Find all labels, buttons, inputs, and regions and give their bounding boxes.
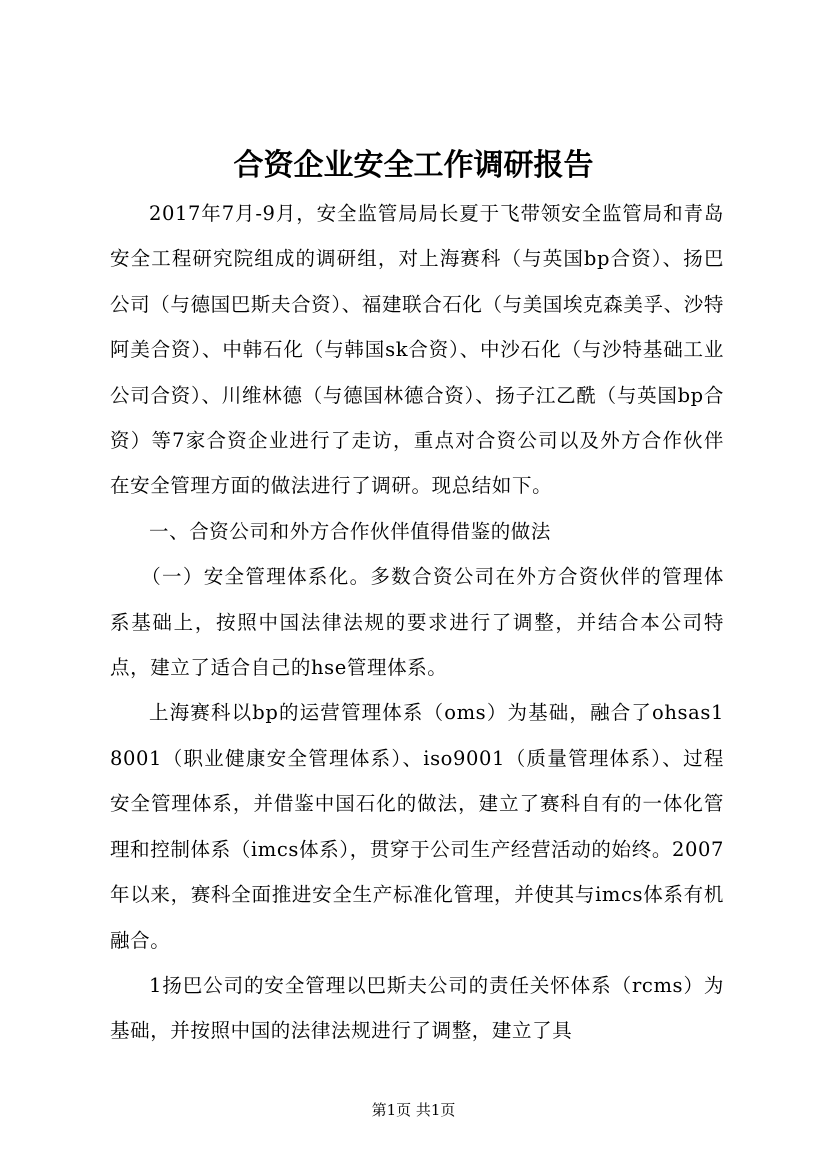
document-title: 合资企业安全工作调研报告 [233, 148, 594, 183]
paragraph-basf-ypc: 1扬巴公司的安全管理以巴斯夫公司的责任关怀体系（rcms）为基础，并按照中国的法律法规进行了调整，建立了具 [110, 973, 724, 1043]
paragraph-intro: 2017年7月-9月，安全监管局局长夏于飞带领安全监管局和青岛安全工程研究院组成的调研组，对上海赛科（与英国bp合资）、扬巴公司（与德国巴斯夫合资）、福建联合石化（与美国埃克森美孚、沙特阿美合资）、中韩石化（与韩国sk合资）、中沙石化（与沙特基础工业公司合资）、川维林德（与德国林德合资）、扬子江乙酰（与英国bp合资）等7家合资企业进行了走访，重点对合资公司以及外方合作伙伴在安全管理方面的做法进行了调研。现总结如下。 [110, 202, 724, 498]
paragraph-secco: 上海赛科以bp的运营管理体系（oms）为基础，融合了ohsas18001（职业健康安全管理体系）、iso9001（质量管理体系）、过程安全管理体系，并借鉴中国石化的做法，建立了赛科自有的一体化管理和控制体系（imcs体系），贯穿于公司生产经营活动的始终。2007年以来，赛科全面推进安全生产标准化管理，并使其与imcs体系有机融合。 [110, 701, 724, 952]
page-footer: 第1页 共1页 [371, 1101, 456, 1119]
subsection-heading-1: （一）安全管理体系化。多数合资公司在外方合资伙伴的管理体系基础上，按照中国法律法规的要求进行了调整，并结合本公司特点，建立了适合自己的hse管理体系。 [110, 565, 724, 680]
section-heading-1: 一、合资公司和外方合作伙伴值得借鉴的做法 [149, 519, 552, 543]
document-body [110, 191, 724, 1054]
